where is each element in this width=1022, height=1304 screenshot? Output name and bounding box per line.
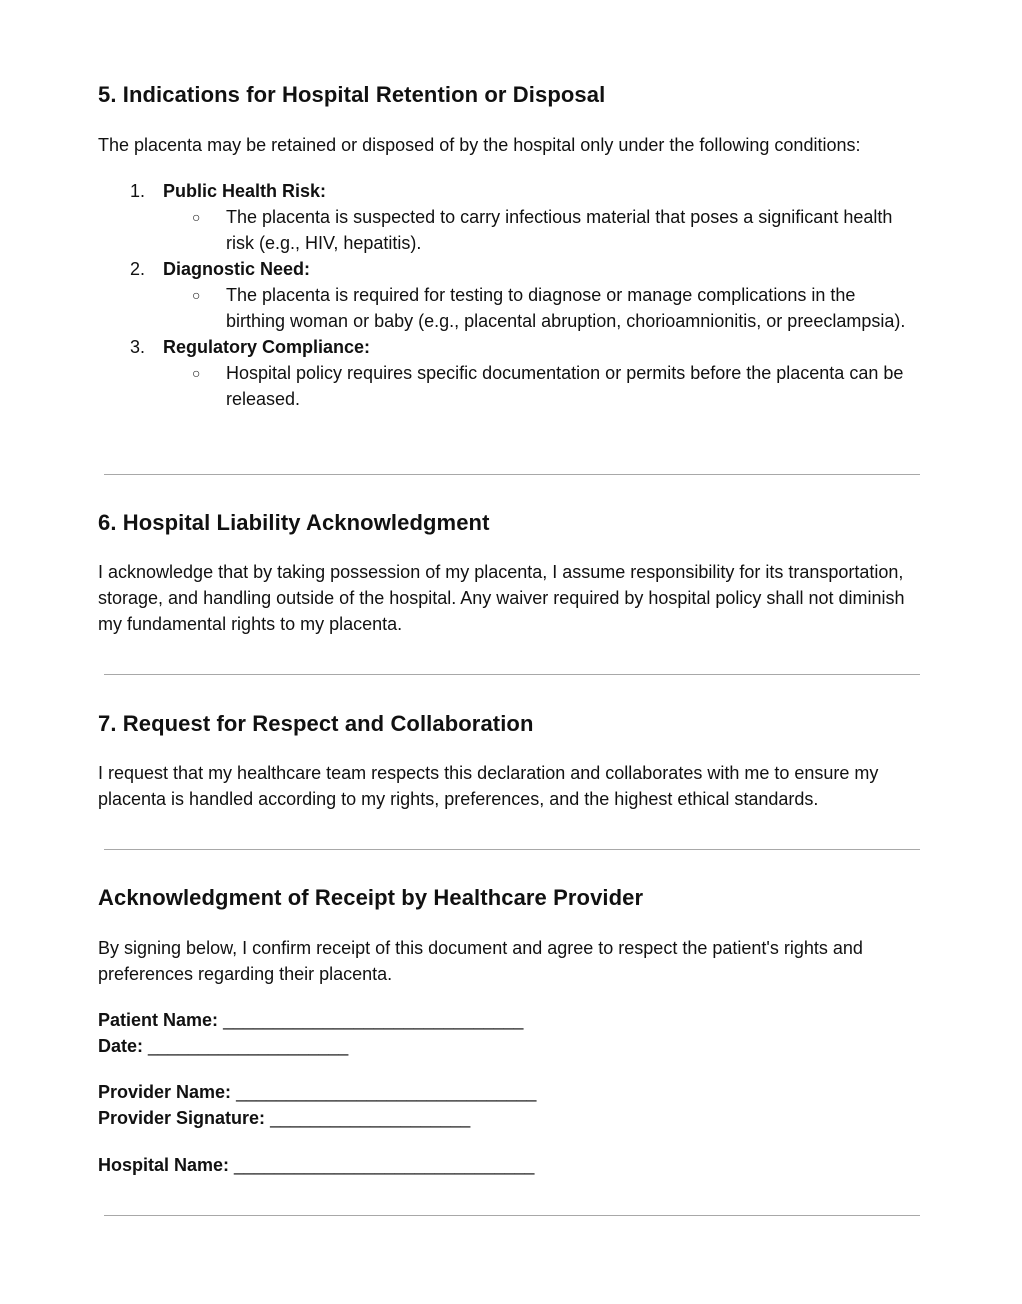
list-item-title: Regulatory Compliance: [163,337,371,357]
date-label: Date: [98,1036,144,1056]
conditions-list [98,178,928,412]
list-item-number: 2. [130,259,146,279]
hollow-circle-bullet-icon: ○ [192,365,201,381]
list-item-number: 1. [130,181,146,201]
horizontal-divider [104,674,920,675]
section-7-title: 7. Request for Respect and Collaboration [98,711,534,736]
horizontal-divider [104,1215,920,1216]
list-item [98,334,928,412]
list-item-detail [192,282,916,334]
patient-name-field[interactable] [98,1007,523,1033]
date-field[interactable] [98,1033,348,1059]
hospital-name-label: Hospital Name: [98,1155,230,1175]
horizontal-divider [104,849,920,850]
list-item-detail [192,204,916,256]
provider-signature-blank[interactable]: ____________________ [270,1108,471,1128]
hollow-circle-bullet-icon: ○ [192,287,201,303]
section-5-title: 5. Indications for Hospital Retention or Disposal [98,82,606,107]
list-item [98,256,928,334]
provider-signature-field[interactable] [98,1105,470,1131]
patient-name-label: Patient Name: [98,1010,219,1030]
list-item [98,178,928,256]
section-5-intro: The placenta may be retained or disposed of by the hospital only under the following conditions: [98,135,861,155]
list-item-title: Public Health Risk: [163,181,327,201]
list-item-detail [192,360,916,412]
section-7-body: I request that my healthcare team respects this declaration and collaborates with me to ensure my placenta is handled according to my rights, preferences, and the highest ethical standards. [98,763,879,809]
list-item-text: The placenta is required for testing to diagnose or manage complications in the birthing woman or baby (e.g., placental abruption, chorioamnionitis, or preeclampsia). [226,285,906,331]
acknowledgment-body: By signing below, I confirm receipt of this document and agree to respect the patient's rights and preferences regarding their placenta. [98,938,863,984]
hospital-name-blank[interactable]: ______________________________ [234,1155,535,1175]
hospital-name-field[interactable] [98,1152,534,1178]
list-item-text: Hospital policy requires specific documentation or permits before the placenta can be released. [226,363,904,409]
section-6-body: I acknowledge that by taking possession of my placenta, I assume responsibility for its transportation, storage, and handling outside of the hospital. Any waiver required by hospital policy shall not diminish my fundamental rights to my placenta. [98,562,905,634]
acknowledgment-title: Acknowledgment of Receipt by Healthcare Provider [98,885,644,910]
list-item-title: Diagnostic Need: [163,259,311,279]
section-6-title: 6. Hospital Liability Acknowledgment [98,510,490,535]
horizontal-divider [104,474,920,475]
list-item-text: The placenta is suspected to carry infectious material that poses a significant health risk (e.g., HIV, hepatitis). [226,207,893,253]
patient-name-blank[interactable]: ______________________________ [223,1010,524,1030]
provider-signature-label: Provider Signature: [98,1108,266,1128]
provider-name-blank[interactable]: ______________________________ [236,1082,537,1102]
list-item-number: 3. [130,337,146,357]
date-blank[interactable]: ____________________ [148,1036,349,1056]
provider-name-field[interactable] [98,1079,536,1105]
hollow-circle-bullet-icon: ○ [192,209,201,225]
provider-name-label: Provider Name: [98,1082,232,1102]
